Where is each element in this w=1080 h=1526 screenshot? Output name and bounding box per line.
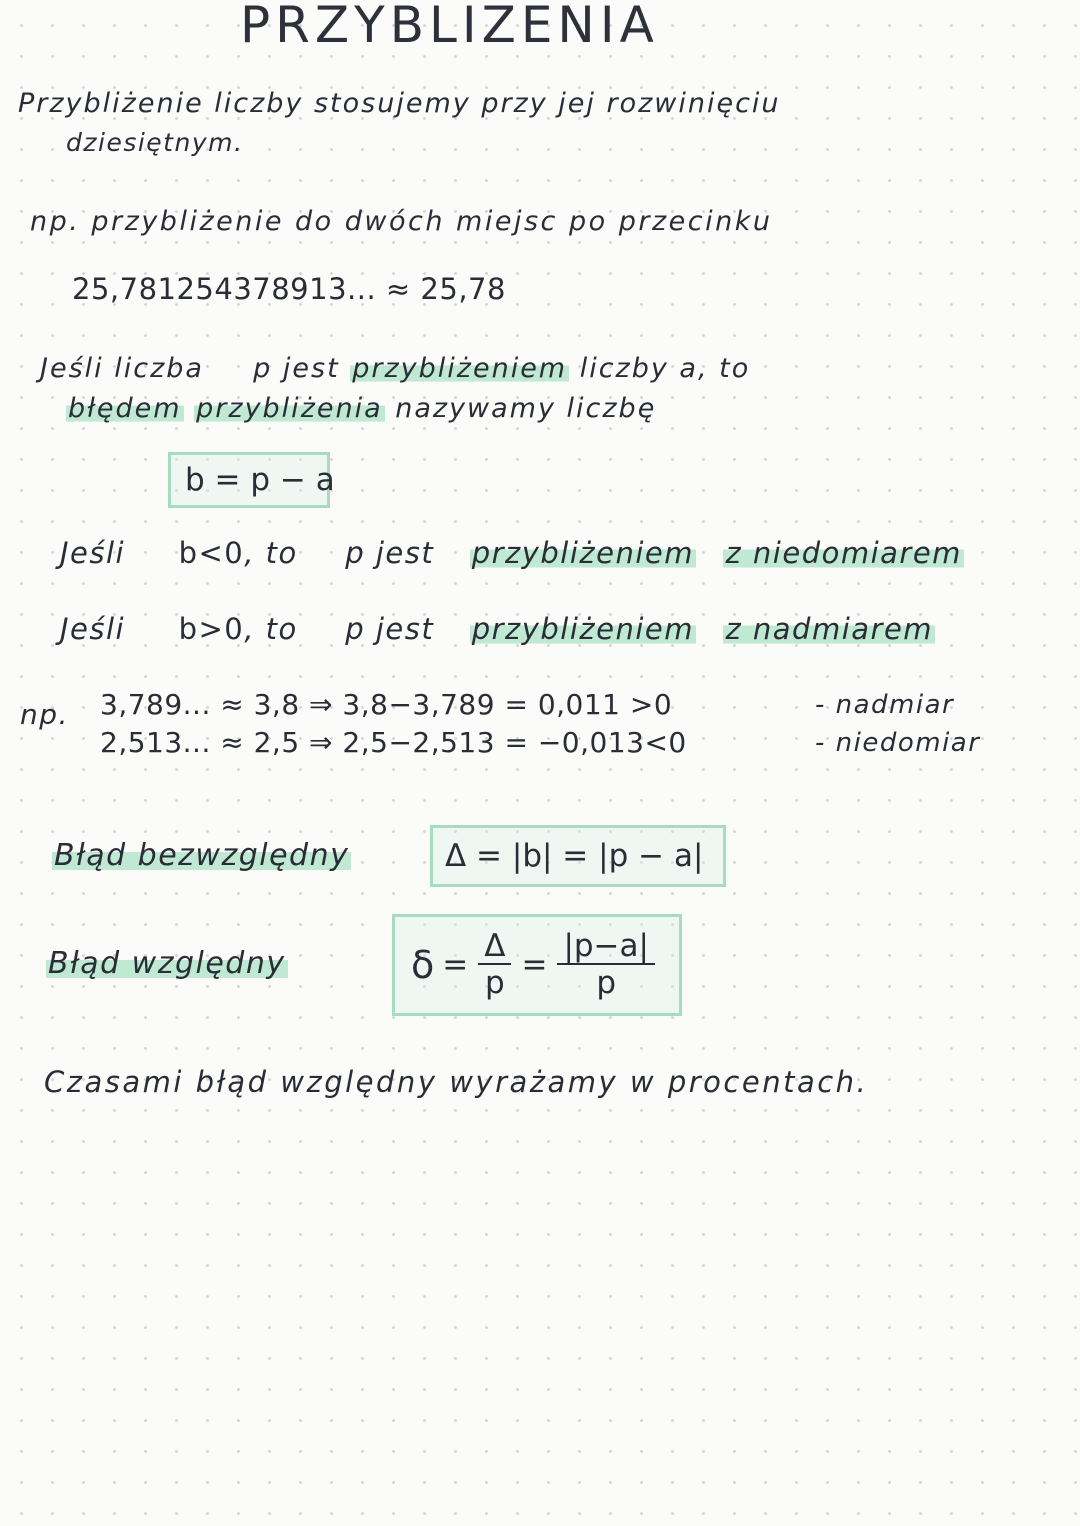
case-positive-if: Jeśli <box>60 612 126 646</box>
example1-line: np. przybliżenie do dwóch miejsc po przecinku <box>30 206 773 237</box>
footer-note: Czasami błąd względny wyrażamy w procentach. <box>44 1065 869 1099</box>
definition-line-2 <box>66 393 656 424</box>
relative-error-eq-1: = <box>442 947 469 983</box>
relative-error-fraction-1 <box>478 930 511 999</box>
case-positive-then: , to <box>244 612 298 646</box>
absolute-error-formula: Δ = |b| = |p − a| <box>445 838 704 874</box>
definition-of-approx: przybliżenia <box>196 393 383 424</box>
example1-value: 25,781254378913... ≈ 25,78 <box>72 272 506 306</box>
fraction-2-numerator: |p−a| <box>557 930 655 965</box>
relative-error-eq-2: = <box>521 947 548 983</box>
example-row-1-label: - nadmiar <box>815 690 955 720</box>
examples-prefix: np. <box>20 698 69 731</box>
definition-line-1 <box>40 353 750 384</box>
intro-line-1: Przybliżenie liczby stosujemy przy jej rozwinięciu <box>18 88 781 119</box>
case-positive-p-is: p jest <box>345 612 435 646</box>
definition-of-a: liczby a, to <box>579 353 751 384</box>
definition-we-call: nazywamy liczbę <box>395 393 657 424</box>
definition-approximation: przybliżeniem <box>352 353 568 384</box>
case-negative-if: Jeśli <box>60 536 126 570</box>
definition-number-word: liczba <box>114 353 204 384</box>
absolute-error-box <box>430 825 726 887</box>
definition-error: błędem <box>68 393 182 424</box>
case-negative-with: z niedomiarem <box>725 536 962 570</box>
relative-error-label <box>46 946 288 981</box>
case-positive-approx: przybliżeniem <box>471 612 695 646</box>
relative-error-fraction-2 <box>557 930 655 999</box>
case-positive-condition: b>0 <box>178 612 245 646</box>
fraction-1-denominator: p <box>485 965 505 1001</box>
case-negative <box>60 536 964 570</box>
relative-error-label-text: Błąd względny <box>48 946 286 981</box>
fraction-1-numerator: Δ <box>478 930 511 965</box>
definition-is: jest <box>282 353 340 384</box>
case-positive-with: z nadmiarem <box>725 612 934 646</box>
formula-b-box <box>168 452 335 508</box>
example-row-1-expr: 3,789... ≈ 3,8 ⇒ 3,8−3,789 = 0,011 >0 <box>100 688 673 721</box>
absolute-error-label-text: Błąd bezwzględny <box>54 838 350 873</box>
page-title: PRZYBLIZENIA <box>240 0 659 54</box>
case-negative-approx: przybliżeniem <box>471 536 695 570</box>
case-negative-p-is: p jest <box>345 536 435 570</box>
case-positive <box>60 612 935 646</box>
fraction-2-denominator: p <box>596 965 617 1001</box>
relative-error-box <box>392 914 682 1016</box>
definition-p: p <box>253 353 273 384</box>
absolute-error-label <box>52 838 351 873</box>
intro-line-2: dziesiętnym. <box>66 128 244 157</box>
formula-b: b = p − a <box>185 462 335 498</box>
case-negative-then: , to <box>244 536 298 570</box>
definition-if: Jeśli <box>40 353 104 384</box>
relative-error-lhs: δ <box>411 943 435 987</box>
example-row-2-label: - niedomiar <box>815 728 981 758</box>
example-row-2-expr: 2,513... ≈ 2,5 ⇒ 2,5−2,513 = −0,013<0 <box>100 726 687 759</box>
case-negative-condition: b<0 <box>178 536 245 570</box>
